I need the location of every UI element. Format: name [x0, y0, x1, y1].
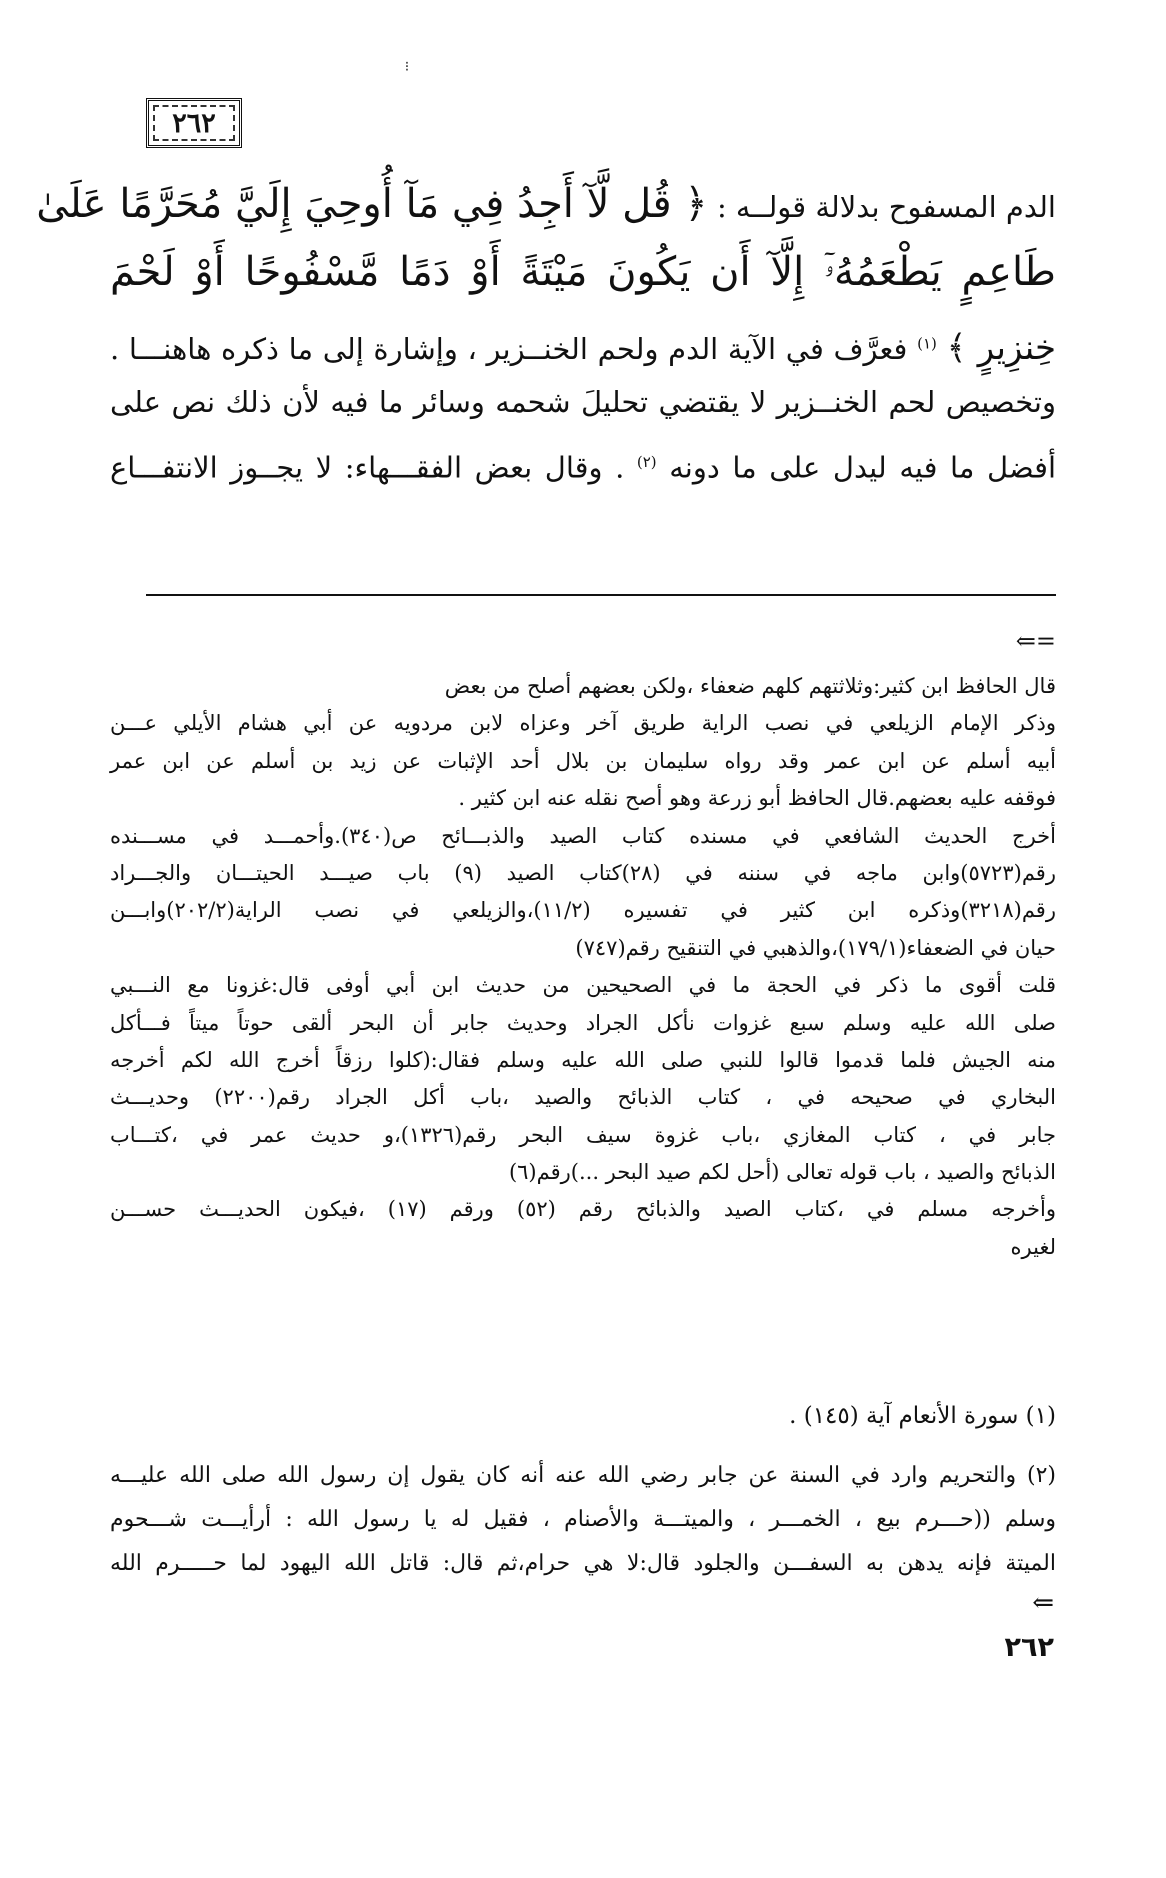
bottom-page-number: ٢٦٢ [1004, 1632, 1054, 1663]
continues-arrow-icon: ⇐ [1032, 1588, 1054, 1618]
line5-start: أفضل ما فيه ليدل على ما دونه [669, 450, 1057, 485]
note-line: جابر في ، كتاب المغازي ،باب غزوة سيف البحر رقم(١٣٢٦)،و حديث عمر في ،كتـــاب [110, 1122, 1056, 1147]
quran-verse-part-3: خِنزِيرٍ ﴾ [946, 328, 1057, 368]
main-line-3 [110, 312, 1056, 372]
note-line: صلى الله عليه وسلم سبع غزوات نأكل الجراد وحديث جابر أن البحر ألقى حوتاً ميتاً فـــأكل [110, 1010, 1056, 1035]
footnote-2 [110, 1454, 1056, 1586]
footnote-1: (١) سورة الأنعام آية (١٤٥) . [789, 1403, 1056, 1429]
note-line: منه الجيش فلما قدموا قالوا للنبي صلى الله عليه وسلم فقال:(كلوا رزقاً أخرج الله لكم أخرجه [110, 1047, 1056, 1072]
footnote-ref-1: (١) [917, 334, 937, 353]
note-line: لغيره [1010, 1234, 1056, 1259]
continued-arrow-icon: ⇐= [1015, 627, 1056, 655]
line5-end: . وقال بعض الفقـــهاء: لا يجــوز الانتفـــاع [110, 450, 625, 485]
note-line: حيان في الضعفاء(١٧٩/١)،والذهبي في التنقيح رقم(٧٤٧) [575, 935, 1056, 960]
footnote-ref-2: (٢) [636, 453, 657, 471]
quran-verse-part-1: ﴿ قُل لَّآ أَجِدُ فِي مَآ أُوحِيَ إِلَيَّ مُحَرَّمًا عَلَىٰ [36, 181, 708, 227]
top-dots: ⁝ [404, 59, 410, 75]
note-line: فوقفه عليه بعضهم.قال الحافظ أبو زرعة وهو أصح نقله عنه ابن كثير . [458, 786, 1056, 811]
page-number: ٢٦٢ [172, 107, 216, 139]
footnote-2-line: الميتة فإنه يدهن به السفـــن والجلود قال:لا هي حرام،ثم قال: قاتل الله اليهود لما حـــــرم الله [110, 1551, 1056, 1576]
note-line: أخرج الحديث الشافعي في مسنده كتاب الصيد والذبـــائح ص(٣٤٠).وأحمـــد في مســـنده [110, 823, 1056, 848]
continued-notes [110, 668, 1056, 1266]
note-line: البخاري في صحيحه في ، كتاب الذبائح والصيد ،باب أكل الجراد رقم(٢٢٠٠) وحديـــث [110, 1085, 1057, 1110]
note-line: رقم(٥٧٢٣)وابن ماجه في سننه في (٢٨)كتاب الصيد (٩) باب صيـــد الحيتـــان والجـــراد [110, 860, 1056, 885]
page-number-box [146, 98, 242, 148]
main-line-1 [36, 168, 1056, 232]
note-line: وأخرجه مسلم في ،كتاب الصيد والذبائح رقم (٥٢) ورقم (١٧) ،فيكون الحديـــث حســـن [110, 1197, 1056, 1222]
main-text [36, 168, 1057, 492]
note-line: قلت أقوى ما ذكر في الحجة ما في الصحيحين من حديث ابن أبي أوفى قال:غزونا مع النـــبي [110, 973, 1056, 998]
note-line: قال الحافظ ابن كثير:وثلاثتهم كلهم ضعفاء ،ولكن بعضهم أصلح من بعض [444, 674, 1056, 698]
main-line-4: وتخصيص لحم الخنــزير لا يقتضي تحليلَ شحمه وسائر ما فيه لأن ذلك نص على [110, 385, 1056, 419]
line1-prefix: الدم المسفوح بدلالة قولــه : [716, 190, 1056, 224]
footnote-2-line: وسلم ((حـــرم بيع ، الخمـــر ، والميتـــة والأصنام ، فقيل له يا رسول الله : أرأيـــت شـــحوم [110, 1507, 1056, 1532]
note-line: وذكر الإمام الزيلعي في نصب الراية طريق آخر وعزاه لابن مردويه عن أبي هشام الأيلي عـــن [110, 711, 1056, 736]
note-line: أبيه أسلم عن ابن عمر وقد رواه سليمان بن بلال أحد الإثبات عن زيد بن أسلم عن ابن عمر [110, 748, 1056, 773]
note-line: رقم(٣٢١٨)وذكره ابن كثير في تفسيره (١١/٢)،والزيلعي في نصب الراية(٢٠٢/٢)وابـــن [110, 898, 1056, 923]
main-line-2: طَاعِمٍ يَطْعَمُهُۥٓ إِلَّآ أَن يَكُونَ مَيْتَةً أَوْ دَمًا مَّسْفُوحًا أَوْ لَحْمَ [110, 249, 1056, 295]
note-line: الذبائح والصيد ، باب قوله تعالى (أحل لكم صيد البحر ...)رقم(٦) [508, 1160, 1056, 1185]
line3-rest: فعرَّف في الآية الدم ولحم الخنــزير ، وإشارة إلى ما ذكره هاهنـــا . [110, 332, 908, 366]
footnote-separator [146, 594, 1056, 596]
footnote-2-line: (٢) والتحريم وارد في السنة عن جابر رضي الله عنه أنه كان يقول إن رسول الله صلى الله عليـــه [110, 1463, 1056, 1488]
main-line-5 [110, 432, 1056, 492]
